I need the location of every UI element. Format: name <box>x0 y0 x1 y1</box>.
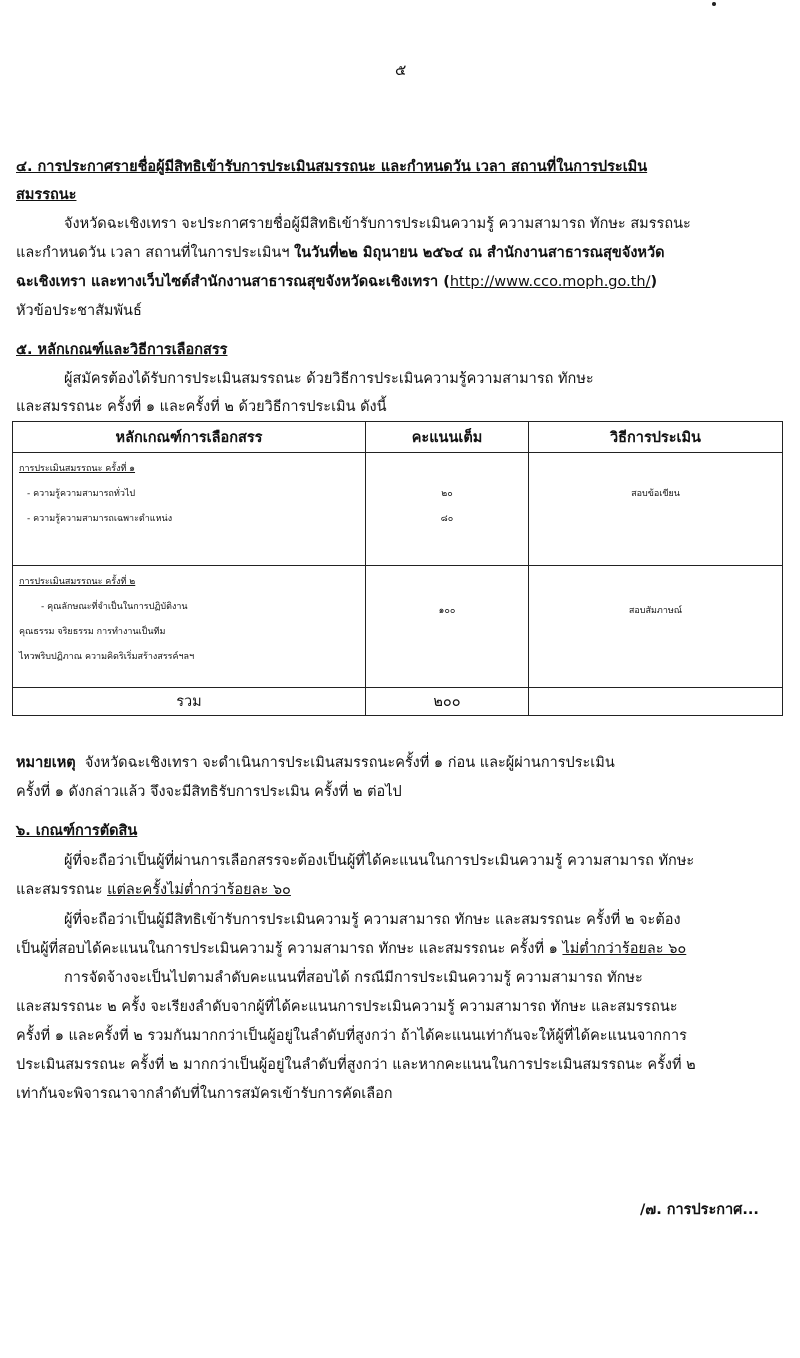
section4-body-line3-b: ) <box>650 274 658 290</box>
section6-p1-line1: ผู้ที่จะถือว่าเป็นผู้ที่ผ่านการเลือกสรรจะต้องเป็นผู้ที่ได้คะแนนในการประเมินความรู้ ความสามารถ ทักษะ <box>64 853 695 869</box>
round2-item: - คุณลักษณะที่จำเป็นในการปฏิบัติงาน <box>41 601 188 612</box>
table-row-round1 <box>13 453 783 566</box>
page-number: ๕ <box>395 61 407 79</box>
section4-heading-line1: ๔. การประกาศรายชื่อผู้มีสิทธิเข้ารับการประเมินสมรรถนะ และกำหนดวัน เวลา สถานที่ในการประเมิน <box>16 159 648 175</box>
note-line1 <box>16 751 615 774</box>
table-row-round2 <box>13 565 783 687</box>
total-score: ๒๐๐ <box>433 693 461 710</box>
round1-score: ๘๐ <box>440 514 454 525</box>
section4-heading-line2: สมรรถนะ <box>16 187 77 203</box>
section6-p1-threshold: แต่ละครั้งไม่ต่ำกว่าร้อยละ ๖๐ <box>107 882 291 898</box>
round1-score: ๒๐ <box>441 489 453 500</box>
section6-p3-line1: การจัดจ้างจะเป็นไปตามลำดับคะแนนที่สอบได้ กรณีมีการประเมินความรู้ ความสามารถ ทักษะ <box>64 970 643 986</box>
section4-body-line3 <box>16 270 657 293</box>
note-text: จังหวัดฉะเชิงเทรา จะดำเนินการประเมินสมรรถนะครั้งที่ ๑ ก่อน และผู้ผ่านการประเมิน <box>75 755 615 771</box>
website-link[interactable]: http://www.cco.moph.go.th/ <box>449 274 651 290</box>
table-header-row <box>13 422 783 453</box>
section4-body-line2-a: และกำหนดวัน เวลา สถานที่ในการประเมินฯ <box>16 245 295 261</box>
section6-p2-line1: ผู้ที่จะถือว่าเป็นผู้มีสิทธิเข้ารับการประเมินความรู้ ความสามารถ ทักษะ และสมรรถนะ ครั้งที่ ๒ จะต้อง <box>64 912 681 928</box>
section4-body-line3-a: ฉะเชิงเทรา และทางเว็บไซต์สำนักงานสาธารณสุขจังหวัดฉะเชิงเทรา ( <box>16 274 450 290</box>
round1-criteria-cell <box>13 453 366 566</box>
round1-item: - ความรู้ความสามารถทั่วไป <box>27 489 136 500</box>
round1-method: สอบข้อเขียน <box>631 489 680 500</box>
total-score-cell <box>366 687 529 715</box>
total-label-cell <box>13 687 366 715</box>
section5-body-line1: ผู้สมัครต้องได้รับการประเมินสมรรถนะ ด้วยวิธีการประเมินความรู้ความสามารถ ทักษะ <box>64 371 594 387</box>
section5-heading: ๕. หลักเกณฑ์และวิธีการเลือกสรร <box>16 342 228 358</box>
round1-title: การประเมินสมรรถนะ ครั้งที่ ๑ <box>19 464 136 475</box>
section6-p1-line2 <box>16 878 291 901</box>
header-method: วิธีการประเมิน <box>529 422 783 453</box>
section4-body-line2 <box>16 241 665 264</box>
note-label: หมายเหตุ <box>16 755 76 771</box>
table-row-total <box>13 687 783 715</box>
section5-body-line2: และสมรรถนะ ครั้งที่ ๑ และครั้งที่ ๒ ด้วยวิธีการประเมิน ดังนี้ <box>16 399 387 415</box>
round2-method: สอบสัมภาษณ์ <box>628 605 683 616</box>
section6-p3-line3: ครั้งที่ ๑ และครั้งที่ ๒ รวมกันมากกว่าเป็นผู้อยู่ในลำดับที่สูงกว่า ถ้าได้คะแนนเท่ากันจะให้ผู้ที่ได้คะแนนจากการ <box>16 1028 687 1044</box>
round2-score-cell <box>366 565 529 687</box>
section4-body-line4: หัวข้อประชาสัมพันธ์ <box>16 303 142 319</box>
round1-item: - ความรู้ความสามารถเฉพาะตำแหน่ง <box>27 514 173 525</box>
criteria-table <box>12 421 783 716</box>
section6-p2-line2 <box>16 937 686 960</box>
section6-p3-line4: ประเมินสมรรถนะ ครั้งที่ ๒ มากกว่าเป็นผู้อยู่ในลำดับที่สูงกว่า และหากคะแนนในการประเมินสมรรถนะ ครั้งที่ ๒ <box>16 1057 696 1073</box>
round1-method-cell <box>529 453 783 566</box>
total-label: รวม <box>176 693 202 710</box>
section6-p3-line5: เท่ากันจะพิจารณาจากลำดับที่ในการสมัครเข้ารับการคัดเลือก <box>16 1086 393 1102</box>
section4-body-line1: จังหวัดฉะเชิงเทรา จะประกาศรายชื่อผู้มีสิทธิเข้ารับการประเมินความรู้ ความสามารถ ทักษะ สมรรถนะ <box>64 216 691 232</box>
footer-continuation: /๗. การประกาศ... <box>640 1202 759 1218</box>
section6-p3-line2: และสมรรถนะ ๒ ครั้ง จะเรียงลำดับจากผู้ที่ได้คะแนนการประเมินความรู้ ความสามารถ ทักษะ และสมรรถนะ <box>16 999 678 1015</box>
round2-method-cell <box>529 565 783 687</box>
section6-p2-line2-a: เป็นผู้ที่สอบได้คะแนนในการประเมินความรู้ ความสามารถ ทักษะ และสมรรถนะ ครั้งที่ ๑ <box>16 941 563 957</box>
scan-speck <box>712 2 716 6</box>
section6-p1-line2-a: และสมรรถนะ <box>16 882 108 898</box>
section6-heading: ๖. เกณฑ์การตัดสิน <box>16 823 138 839</box>
round2-criteria-cell <box>13 565 366 687</box>
round2-item: คุณธรรม จริยธรรม การทำงานเป็นทีม <box>19 626 166 637</box>
round2-item: ไหวพริบปฏิภาณ ความคิดริเริ่มสร้างสรรค์ฯลฯ <box>19 651 195 662</box>
note-line2: ครั้งที่ ๑ ดังกล่าวแล้ว จึงจะมีสิทธิรับการประเมิน ครั้งที่ ๒ ต่อไป <box>16 784 402 800</box>
section6-p2-threshold: ไม่ต่ำกว่าร้อยละ ๖๐ <box>562 941 687 957</box>
total-empty-cell <box>529 687 783 715</box>
header-full-score: คะแนนเต็ม <box>366 422 529 453</box>
round2-score: ๑๐๐ <box>438 605 456 616</box>
round1-score-cell <box>366 453 529 566</box>
round2-title: การประเมินสมรรถนะ ครั้งที่ ๒ <box>19 576 136 587</box>
header-criteria: หลักเกณฑ์การเลือกสรร <box>13 422 366 453</box>
section4-date: ในวันที่๒๒ มิถุนายน ๒๕๖๔ ณ สำนักงานสาธารณสุขจังหวัด <box>294 245 665 261</box>
